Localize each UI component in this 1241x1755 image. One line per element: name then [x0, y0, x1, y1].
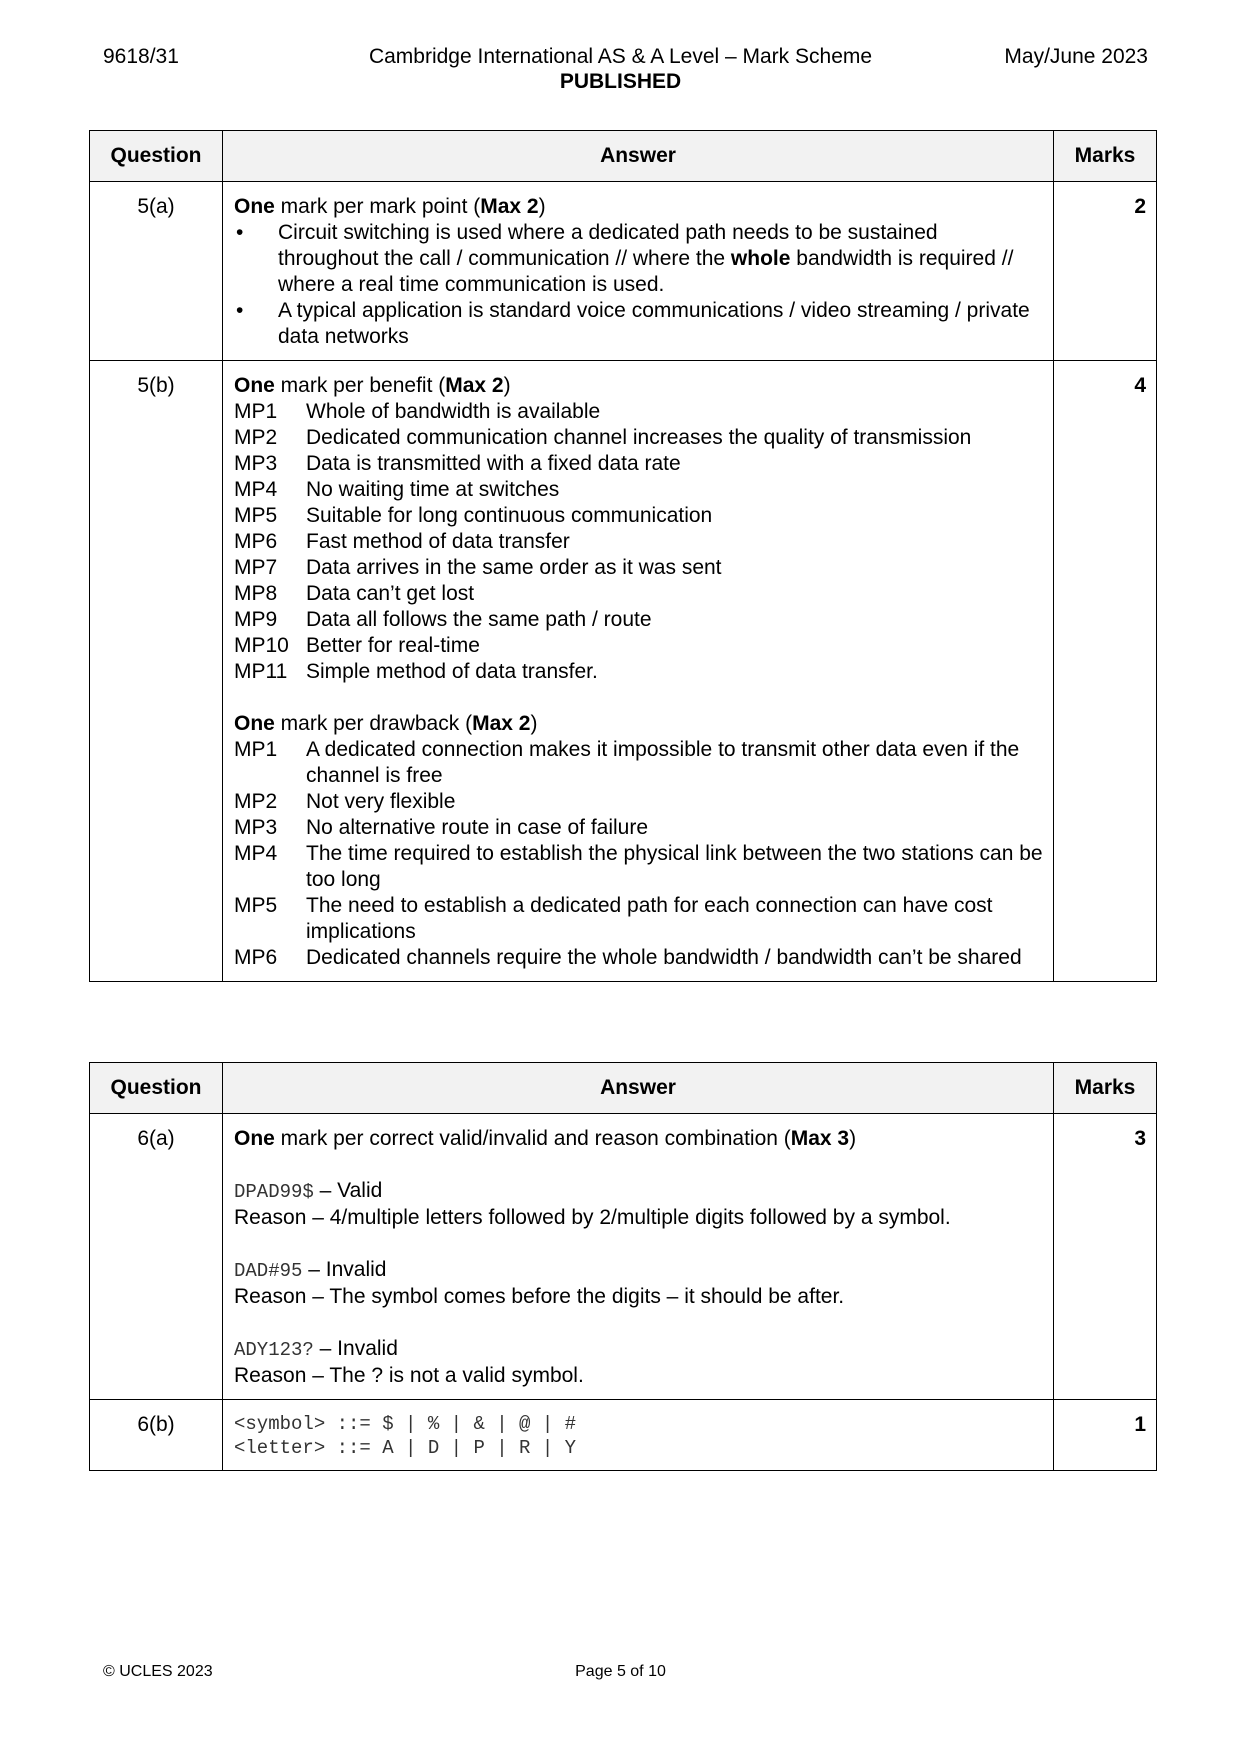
list-item: MP1 Whole of bandwidth is available: [234, 400, 601, 423]
reason-text: Reason – The symbol comes before the digits – it should be after.: [234, 1285, 845, 1308]
question-number: 5(b): [90, 361, 223, 982]
table-row-6b: [90, 1400, 1157, 1471]
list-item: MP7 Data arrives in the same order as it was sent: [234, 556, 722, 579]
list-item: MP6 Dedicated channels require the whole bandwidth / bandwidth can’t be shared: [234, 946, 1022, 969]
marks-column-header: Marks: [1054, 131, 1157, 182]
marking-instruction: One mark per correct valid/invalid and reason combination (Max 3): [234, 1127, 857, 1150]
mark-scheme-table-q5: [89, 130, 1157, 982]
reason-text: Reason – 4/multiple letters followed by 2/multiple digits followed by a symbol.: [234, 1206, 951, 1229]
table-row-5b: [90, 361, 1157, 982]
list-item: MP2 Dedicated communication channel increases the quality of transmission: [234, 426, 972, 449]
list-item: MP9 Data all follows the same path / route: [234, 608, 652, 631]
list-item: • A typical application is standard voice communications / video streaming / private data networks: [234, 298, 1043, 350]
paper-code: 9618/31: [103, 45, 179, 68]
identifier-code: ADY123?: [234, 1339, 314, 1361]
list-item: MP3 Data is transmitted with a fixed data rate: [234, 452, 681, 475]
marking-instruction: One mark per mark point (Max 2): [234, 195, 546, 218]
identifier-code: DAD#95: [234, 1260, 303, 1282]
marks-value: 2: [1054, 182, 1157, 361]
table-header-row: [90, 1063, 1157, 1114]
question-column-header: Question: [90, 131, 223, 182]
answer-cell: [223, 1114, 1054, 1400]
mark-scheme-table-q6: [89, 1062, 1157, 1471]
marks-value: 4: [1054, 361, 1157, 982]
list-item: DAD#95 – Invalid: [234, 1258, 387, 1282]
list-item: MP5 Suitable for long continuous communication: [234, 504, 713, 527]
title-text: Cambridge International AS & A Level – Mark Scheme: [368, 45, 873, 68]
drawbacks-list: [234, 737, 1043, 971]
list-item: DPAD99$ – Valid: [234, 1179, 383, 1203]
table-row-6a: [90, 1114, 1157, 1400]
table-header-row: [90, 131, 1157, 182]
answer-bullets: [234, 220, 1043, 350]
question-column-header: Question: [90, 1063, 223, 1114]
answer-column-header: Answer: [223, 1063, 1054, 1114]
page-number: Page 5 of 10: [575, 1663, 666, 1680]
published-label: PUBLISHED: [559, 70, 682, 93]
question-number: 5(a): [90, 182, 223, 361]
marks-value: 1: [1054, 1400, 1157, 1471]
identifier-code: DPAD99$: [234, 1181, 314, 1203]
list-item: ADY123? – Invalid: [234, 1337, 398, 1361]
list-item: MP4 No waiting time at switches: [234, 478, 560, 501]
list-item: MP5 The need to establish a dedicated path for each connection can have cost implications: [234, 894, 993, 943]
answer-column-header: Answer: [223, 131, 1054, 182]
marks-column-header: Marks: [1054, 1063, 1157, 1114]
drawback-instruction: One mark per drawback (Max 2): [234, 712, 538, 735]
benefit-instruction: One mark per benefit (Max 2): [234, 374, 511, 397]
answer-cell: [223, 1400, 1054, 1471]
list-item: MP2 Not very flexible: [234, 790, 456, 813]
list-item: MP3 No alternative route in case of failure: [234, 816, 649, 839]
list-item: • Circuit switching is used where a dedicated path needs to be sustained throughout the call / communication // where the whole bandwidth is required // where a real time communication is used.: [234, 220, 1043, 298]
bnf-symbol-rule: <symbol> ::= $ | % | & | @ | #: [234, 1413, 577, 1435]
list-item: MP6 Fast method of data transfer: [234, 530, 570, 553]
marks-value: 3: [1054, 1114, 1157, 1400]
question-number: 6(a): [90, 1114, 223, 1400]
table-row-5a: [90, 182, 1157, 361]
answer-cell: [223, 361, 1054, 982]
exam-session: May/June 2023: [1004, 45, 1148, 68]
list-item: MP10 Better for real-time: [234, 634, 480, 657]
list-item: MP8 Data can’t get lost: [234, 582, 475, 605]
list-item: MP1 A dedicated connection makes it impossible to transmit other data even if the channel is free: [234, 738, 1020, 787]
answer-cell: [223, 182, 1054, 361]
benefits-list: [234, 399, 1043, 685]
list-item: MP4 The time required to establish the physical link between the two stations can be too long: [234, 842, 1043, 891]
bnf-letter-rule: <letter> ::= A | D | P | R | Y: [234, 1437, 577, 1459]
question-number: 6(b): [90, 1400, 223, 1471]
list-item: MP11 Simple method of data transfer.: [234, 660, 598, 683]
reason-text: Reason – The ? is not a valid symbol.: [234, 1364, 584, 1387]
copyright: © UCLES 2023: [103, 1663, 213, 1680]
